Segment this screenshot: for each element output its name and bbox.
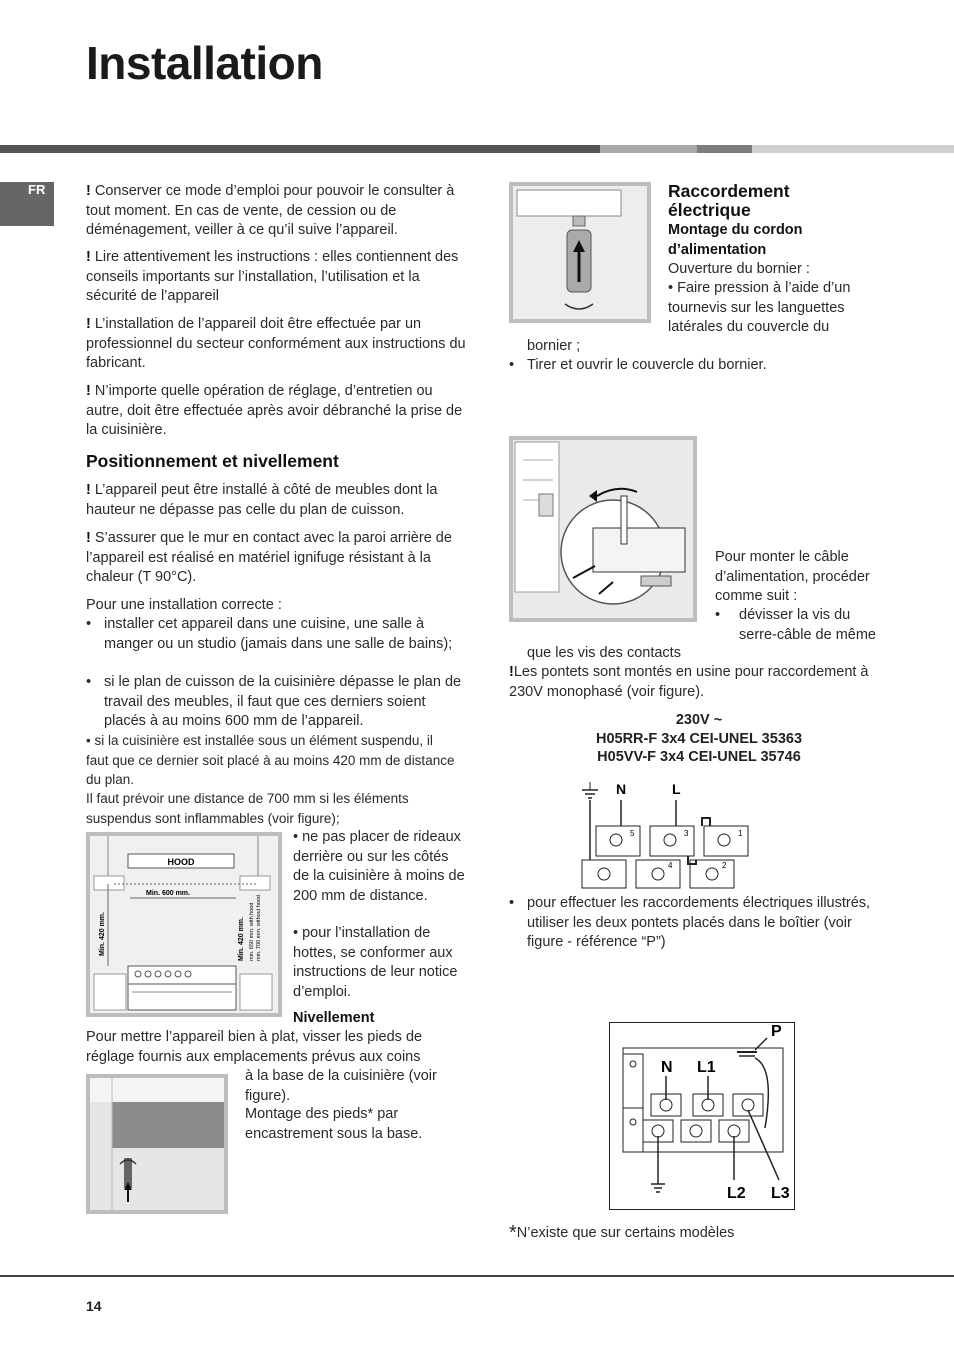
n-wire-label: N [661, 1059, 673, 1076]
warning-4: ! N’importe quelle opération de réglage, d’entretien ou autre, doit être effectuée après avoir débranché la prise de la cuisinière. [86, 383, 463, 438]
n-label: N [616, 781, 627, 797]
min-420-left-label: Min. 420 mm. [99, 912, 106, 956]
header-bar-mid [600, 145, 697, 153]
feet-text: Montage des pieds* par encastrement sous la base. [245, 1106, 423, 1142]
cable-intro-text: Pour monter le câble d’alimentation, procéder comme suit : [715, 549, 870, 604]
terminal-5: 5 [630, 829, 635, 838]
terminal-3: 3 [684, 829, 689, 838]
warning-6: ! S’assurer que le mur en contact avec la paroi arrière de l’appareil est réalisé en matériel ignifuge résistant à la chaleur (T 90°C). [86, 530, 452, 585]
pull-text: • Tirer et ouvrir le couvercle du bornier. [509, 357, 767, 373]
positioning-heading: Positionnement et nivellement [86, 451, 339, 471]
page-number: 14 [86, 1298, 102, 1314]
bullet-curtains: • ne pas placer de rideaux derrière ou sur les côtés de la cuisinière à moins de 200 mm de distance. [293, 829, 465, 904]
leveling-text-2: à la base de la cuisinière (voir figure). [245, 1068, 437, 1104]
leveling-text: Pour mettre l’appareil bien à plat, visser les pieds de réglage fournis aux emplacements prévus aux coins [86, 1029, 423, 1065]
terminal-2: 2 [722, 861, 727, 870]
line-700: Il faut prévoir une distance de 700 mm si les éléments suspendus sont inflammables (voir figure); [86, 791, 409, 826]
hood-label: HOOD [167, 857, 195, 867]
header-bar-light [752, 145, 954, 153]
bottom-rule [0, 1275, 954, 1277]
warning-3: ! L’installation de l’appareil doit être effectuée par un professionnel du secteur conformément aux instructions du fabricant. [86, 316, 466, 371]
wiring-diagram [609, 1022, 795, 1210]
warning-5: ! L’appareil peut être installé à côté de meubles dont la hauteur ne dépasse pas celle du plan de cuisson. [86, 482, 438, 518]
terminal-cover-diagram [513, 186, 647, 319]
unscrew-text-cont: que les vis des contacts [527, 645, 681, 661]
min-600-label: Min. 600 mm. [146, 890, 190, 897]
electrical-heading: Raccordement électrique [668, 181, 790, 220]
bullet-hoods: • pour l’installation de hottes, se conformer aux instructions de leur notice d’emploi. [293, 925, 458, 1000]
bullet-room: • installer cet appareil dans une cuisine, une salle à manger ou un studio (jamais dans une salle de bains); [86, 616, 453, 652]
min-650-label: min. 650 mm. with hood [249, 902, 255, 961]
spec-cable-2: H05VV-F 3x4 CEI-UNEL 35746 [597, 749, 801, 765]
bridges-text: !Les pontets sont montés en usine pour raccordement à 230V monophasé (voir figure). [509, 664, 869, 700]
header-bar-dark [0, 145, 600, 153]
warning-2: ! Lire attentivement les instructions : elles contiennent des conseils importants sur l’installation, l’utilisation et la sécurité de l’appareil [86, 249, 459, 304]
press-text: • Faire pression à l’aide d’un tournevis sur les languettes latérales du couvercle du [668, 280, 851, 335]
spec-voltage: 230V ~ [675, 712, 723, 728]
leveling-heading: Nivellement [293, 1010, 375, 1026]
screwdriver-figure [509, 436, 697, 622]
l1-label: L1 [697, 1059, 716, 1076]
language-tab: FR [0, 182, 54, 226]
terminal-1: 1 [738, 829, 743, 838]
terminal-block-diagram [576, 778, 772, 892]
foot-figure [86, 1074, 228, 1214]
hood-diagram [90, 836, 278, 1013]
opening-text: Ouverture du bornier : [668, 261, 810, 277]
cord-heading: Montage du cordon d’alimentation [668, 222, 803, 258]
press-text-cont: bornier ; [527, 338, 581, 354]
bullet-600: • si le plan de cuisson de la cuisinière dépasse le plan de travail des meubles, il faut que ces derniers soient placés à au moins 600 mm de l’appareil. [86, 674, 462, 729]
header-bar-accent [697, 145, 752, 153]
footnote: *N’existe que sur certains modèles [509, 1222, 735, 1244]
terminal-4: 4 [668, 861, 673, 870]
l-label: L [672, 781, 681, 797]
warning-1: ! Conserver ce mode d’emploi pour pouvoir le consulter à tout moment. En cas de vente, de cession ou de déménagement, veiller à ce qu’il suive l’appareil. [86, 183, 455, 238]
spec-cable-1: H05RR-F 3x4 CEI-UNEL 35363 [595, 731, 803, 747]
bullet-420: • si la cuisinière est installée sous un élément suspendu, il faut que ce dernier soit placé à au moins 420 mm de distance du plan. [86, 733, 455, 787]
hood-figure [86, 832, 282, 1017]
min-700-label: min. 700 mm. without hood [256, 894, 262, 961]
foot-diagram [90, 1078, 224, 1210]
l2-label: L2 [727, 1185, 746, 1202]
unscrew-text: • dévisser la vis du serre-câble de même [715, 607, 876, 643]
screwdriver-diagram [513, 440, 693, 618]
page-title: Installation [86, 37, 323, 89]
correct-install-intro: Pour une installation correcte : [86, 597, 282, 613]
p-label: P [771, 1023, 782, 1040]
l3-label: L3 [771, 1185, 790, 1202]
terminal-cover-figure [509, 182, 651, 323]
min-420-right-label: Min. 420 mm. [238, 917, 245, 961]
connect-text: • pour effectuer les raccordements électriques illustrés, utiliser les deux pontets placés dans le boîtier (voir figure - référence “P”) [509, 895, 871, 950]
